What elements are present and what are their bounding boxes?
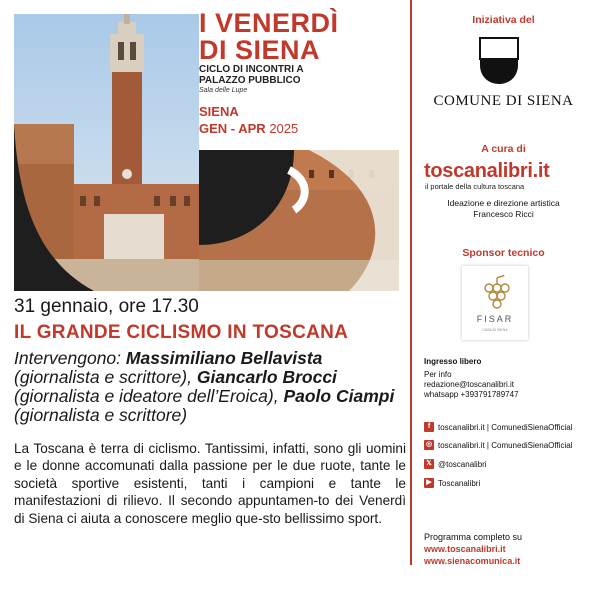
speaker-name: Giancarlo Brocci [196, 367, 337, 387]
facebook-icon: f [424, 422, 434, 432]
speaker-name: Massimiliano Bellavista [125, 348, 323, 368]
youtube-icon: ▶ [424, 478, 434, 488]
event-description: La Toscana è terra di ciclismo. Tantissimi, infatti, sono gli uomini e le donne accomunati dalla passione per le due ruote, tante le società sportive esistenti, tanti i campioni e tante le manifestazioni di rilievo. Il secondo appuntamen-to dei Venerdì di Siena ci aiuta a conoscere meglio que-sto bellissimo sport. [14, 441, 406, 526]
social-youtube[interactable]: ▶ Toscanalibri [424, 478, 480, 488]
artistic-direction: Ideazione e direzione artistica Francesco Ricci [447, 198, 560, 219]
instagram-icon: ◎ [425, 441, 433, 448]
speaker-name: Paolo Ciampi [283, 386, 395, 406]
social-instagram[interactable]: ◎ toscanalibri.it | ComunediSienaOfficial [425, 440, 573, 450]
series-subtitle: CICLO DI INCONTRI A PALAZZO PUBBLICO [199, 64, 304, 86]
fisar-wordmark: FISAR [476, 314, 514, 324]
grape-icon [462, 266, 528, 340]
column-divider [410, 0, 412, 565]
email-link[interactable]: redazione@toscanalibri.it [424, 380, 514, 389]
toscanalibri-logo: toscanalibri.it [424, 160, 550, 182]
whatsapp-number[interactable]: whatsapp +393791789747 [424, 390, 519, 399]
event-date: 31 gennaio, ore 17.30 [14, 296, 199, 317]
event-title: IL GRANDE CICLISMO IN TOSCANA [14, 322, 349, 343]
fisar-logo [462, 266, 528, 340]
x-icon: 𝕏 [424, 459, 434, 469]
piazza-del-campo-photo [199, 150, 399, 291]
sponsor-label: Sponsor tecnico [462, 247, 545, 259]
toscanalibri-tagline: il portale della cultura toscana [425, 182, 525, 191]
social-facebook[interactable]: f toscanalibri.it | ComunediSienaOfficial [424, 422, 572, 432]
speakers-block: Intervengono: Massimiliano Bellavista (giornalista e scrittore), Giancarlo Brocci (giornalista e ideatore dell’Eroica), Paolo Ciampi (giornalista e scrittore) [14, 348, 395, 425]
iniziativa-label: Iniziativa del [472, 14, 535, 26]
venue-room: Sala delle Lupe [199, 87, 248, 94]
torre-del-mangia-photo [14, 14, 199, 291]
city-and-period: SIENA GEN - APR 2025 [199, 104, 299, 136]
comune-di-siena-logo: COMUNE DI SIENA [433, 93, 574, 109]
contact-info: Ingresso libero Per info redazione@toscanalibri.it whatsapp +393791789747 [424, 357, 519, 399]
series-title: I VENERDÌ DI SIENA [199, 8, 339, 65]
program-links: Programma completo su www.toscanalibri.it www.sienacomunica.it [424, 532, 523, 566]
siena-coat-of-arms-icon [479, 37, 519, 90]
fisar-subline: CASA DI SIENA [482, 328, 508, 332]
toscanalibri-link[interactable]: www.toscanalibri.it [424, 544, 506, 554]
sienacomunica-link[interactable]: www.sienacomunica.it [424, 556, 521, 566]
a-cura-label: A cura di [481, 143, 526, 155]
social-x[interactable]: 𝕏 @toscanalibri [424, 459, 487, 469]
